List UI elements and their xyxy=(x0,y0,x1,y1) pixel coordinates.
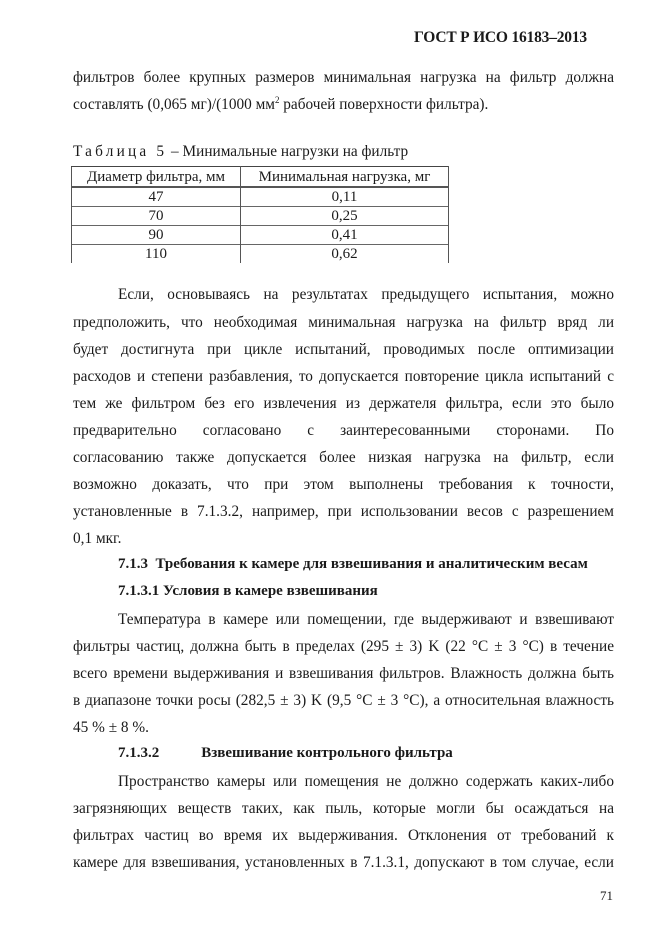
table-caption-label: Таблица 5 xyxy=(73,143,168,160)
text-line: камере для взвешивания, установленных в 7.1.3.1, допускают в том случае, если xyxy=(73,854,614,871)
text-line: всего времени выдерживания и взвешивания фильтров. Влажность должна быть xyxy=(73,665,614,682)
text-line: тем же фильтром без его извлечения из держателя фильтра, если это было xyxy=(73,395,614,412)
section-heading-7-1-3-1 xyxy=(118,583,378,600)
text-line: согласованию также допускается более низкая нагрузка на фильтр, если xyxy=(73,449,614,466)
text-line xyxy=(73,95,614,114)
table-header-row xyxy=(72,167,449,188)
section-title: Взвешивание контрольного фильтра xyxy=(201,745,453,761)
text-line: 45 % ± 8 %. xyxy=(73,719,149,736)
superscript: 2 xyxy=(274,95,280,105)
cell-min-load: 0,11 xyxy=(241,187,449,207)
text-line: возможно доказать, что при этом выполнены требования к точности, xyxy=(73,476,614,493)
text-line: 0,1 мкг. xyxy=(73,530,122,547)
table-caption xyxy=(73,143,408,161)
section-number: 7.1.3 xyxy=(118,556,148,572)
text-fragment: составлять (0,065 мг)/(1000 мм xyxy=(73,96,275,113)
text-line: предположить, что необходимая минимальная нагрузка на фильтр вряд ли xyxy=(73,314,614,331)
text-line: установленные в 7.1.3.2, например, при использовании весов с разрешением xyxy=(73,503,614,520)
cell-min-load: 0,62 xyxy=(241,245,449,264)
text-line: будет достигнута при цикле испытаний, проводимых после оптимизации xyxy=(73,341,614,358)
text-line: фильтров более крупных размеров минимальная нагрузка на фильтр должна xyxy=(73,69,614,86)
cell-diameter: 90 xyxy=(72,226,241,245)
table-caption-title: – Минимальные нагрузки на фильтр xyxy=(167,143,409,160)
text-line: Температура в камере или помещении, где выдерживают и взвешивают xyxy=(118,611,614,628)
text-line: расходов и степени разбавления, то допускается повторение цикла испытаний с xyxy=(73,368,614,385)
min-filter-load-table xyxy=(71,166,449,263)
section-heading-7-1-3 xyxy=(118,556,588,573)
section-number: 7.1.3.1 xyxy=(118,583,160,599)
text-line: Пространство камеры или помещения не должно содержать каких-либо xyxy=(118,773,614,790)
text-fragment: рабочей поверхности фильтра). xyxy=(279,96,489,113)
section-number: 7.1.3.2 xyxy=(118,745,160,761)
cell-diameter: 110 xyxy=(72,245,241,264)
page-number: 71 xyxy=(600,888,613,903)
column-header-diameter: Диаметр фильтра, мм xyxy=(72,167,241,188)
text-line: Если, основываясь на результатах предыдущего испытания, можно xyxy=(118,286,614,303)
cell-diameter: 70 xyxy=(72,207,241,226)
table-row xyxy=(72,226,449,245)
section-heading-7-1-3-2 xyxy=(118,745,453,762)
cell-min-load: 0,25 xyxy=(241,207,449,226)
table-row xyxy=(72,245,449,264)
text-line: фильтры частиц, должна быть в пределах (295 ± 3) K (22 °C ± 3 °C) в течение xyxy=(73,638,614,655)
section-title: Требования к камере для взвешивания и аналитическим весам xyxy=(155,556,588,572)
cell-min-load: 0,41 xyxy=(241,226,449,245)
text-line: предварительно согласовано с заинтересованными сторонами. По xyxy=(73,422,614,439)
text-line: фильтрах частиц во время их выдерживания. Отклонения от требований к xyxy=(73,827,614,844)
table-row xyxy=(72,187,449,207)
section-title: Условия в камере взвешивания xyxy=(163,583,378,599)
cell-diameter: 47 xyxy=(72,187,241,207)
table-row xyxy=(72,207,449,226)
text-line: загрязняющих веществ таких, как пыль, которые могли бы осаждаться на xyxy=(73,800,614,817)
document-standard-code: ГОСТ Р ИСО 16183–2013 xyxy=(414,29,587,46)
column-header-min-load: Минимальная нагрузка, мг xyxy=(241,167,449,188)
text-line: в диапазоне точки росы (282,5 ± 3) K (9,5 °C ± 3 °C), а относительная влажность xyxy=(73,692,614,709)
